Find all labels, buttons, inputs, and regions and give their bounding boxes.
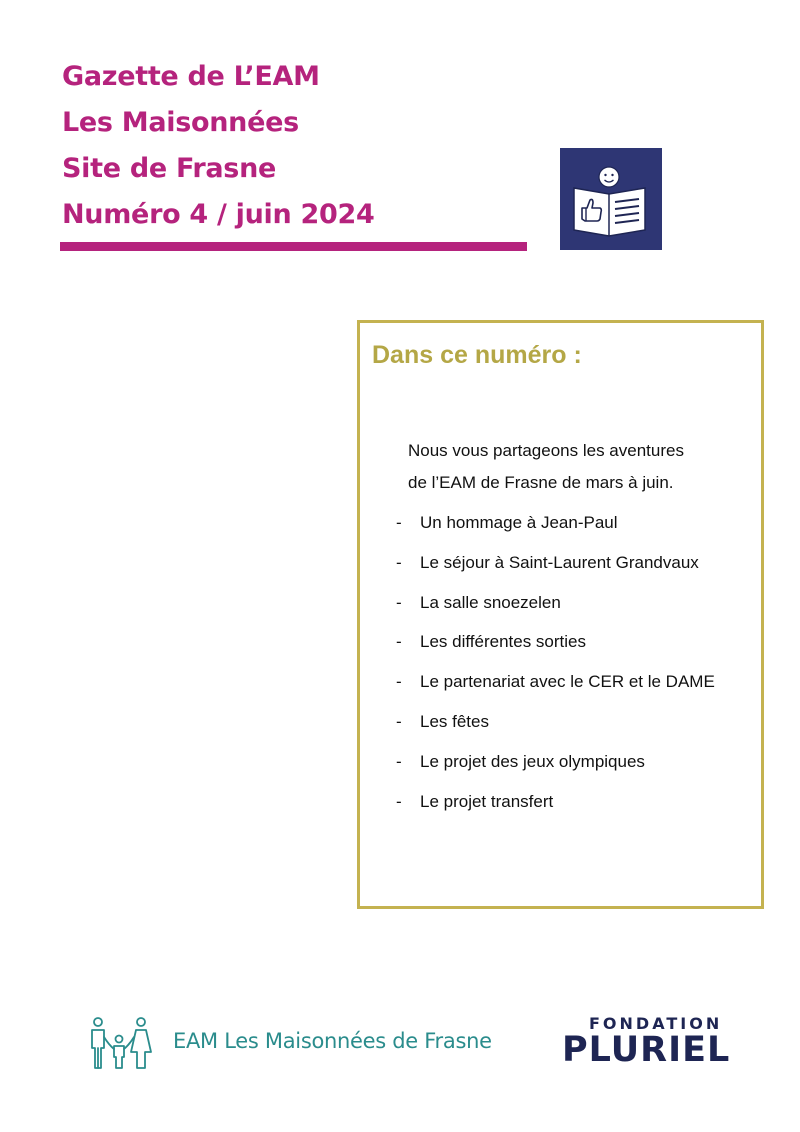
fondation-pluriel-logo: [562, 1014, 762, 1074]
contents-intro: [408, 435, 684, 499]
bullet-dash: -: [396, 791, 402, 811]
list-item-text: Un hommage à Jean-Paul: [420, 513, 618, 532]
title-line-4: Numéro 4 / juin 2024: [62, 199, 375, 230]
title-line-1: Gazette de L’EAM: [62, 61, 320, 92]
bullet-dash: -: [396, 552, 402, 572]
list-item-text: Les fêtes: [420, 711, 489, 731]
family-icon: [86, 1017, 156, 1071]
intro-line-2: de l’EAM de Frasne de mars à juin.: [408, 473, 674, 492]
footer-organization-name: EAM Les Maisonnées de Frasne: [173, 1029, 492, 1053]
list-item-text: Les différentes sorties: [420, 632, 586, 652]
list-item-text: Le projet transfert: [420, 791, 554, 811]
bullet-dash: -: [396, 513, 402, 532]
bullet-dash: -: [396, 672, 402, 692]
list-item-text: La salle snoezelen: [420, 592, 561, 612]
bullet-dash: -: [396, 751, 402, 771]
bullet-dash: -: [396, 711, 402, 731]
contents-box: [357, 320, 764, 909]
intro-line-1: Nous vous partageons les aventures: [408, 441, 684, 460]
title-line-3: Site de Frasne: [62, 153, 277, 184]
gazette-title: [62, 54, 374, 238]
list-item-text: Le séjour à Saint-Laurent Grandvaux: [420, 552, 699, 572]
title-underline: [60, 242, 527, 251]
easy-to-read-icon: [560, 148, 662, 250]
list-item-text: Le partenariat avec le CER et le DAME: [420, 672, 715, 692]
bullet-dash: -: [396, 592, 402, 612]
list-item-text: Le projet des jeux olympiques: [420, 751, 645, 771]
brand-main-text: PLURIEL: [562, 1030, 731, 1070]
brand-top-text: FONDATION: [589, 1014, 723, 1033]
contents-heading: Dans ce numéro :: [372, 341, 582, 369]
title-line-2: Les Maisonnées: [62, 107, 299, 138]
bullet-dash: -: [396, 632, 402, 652]
